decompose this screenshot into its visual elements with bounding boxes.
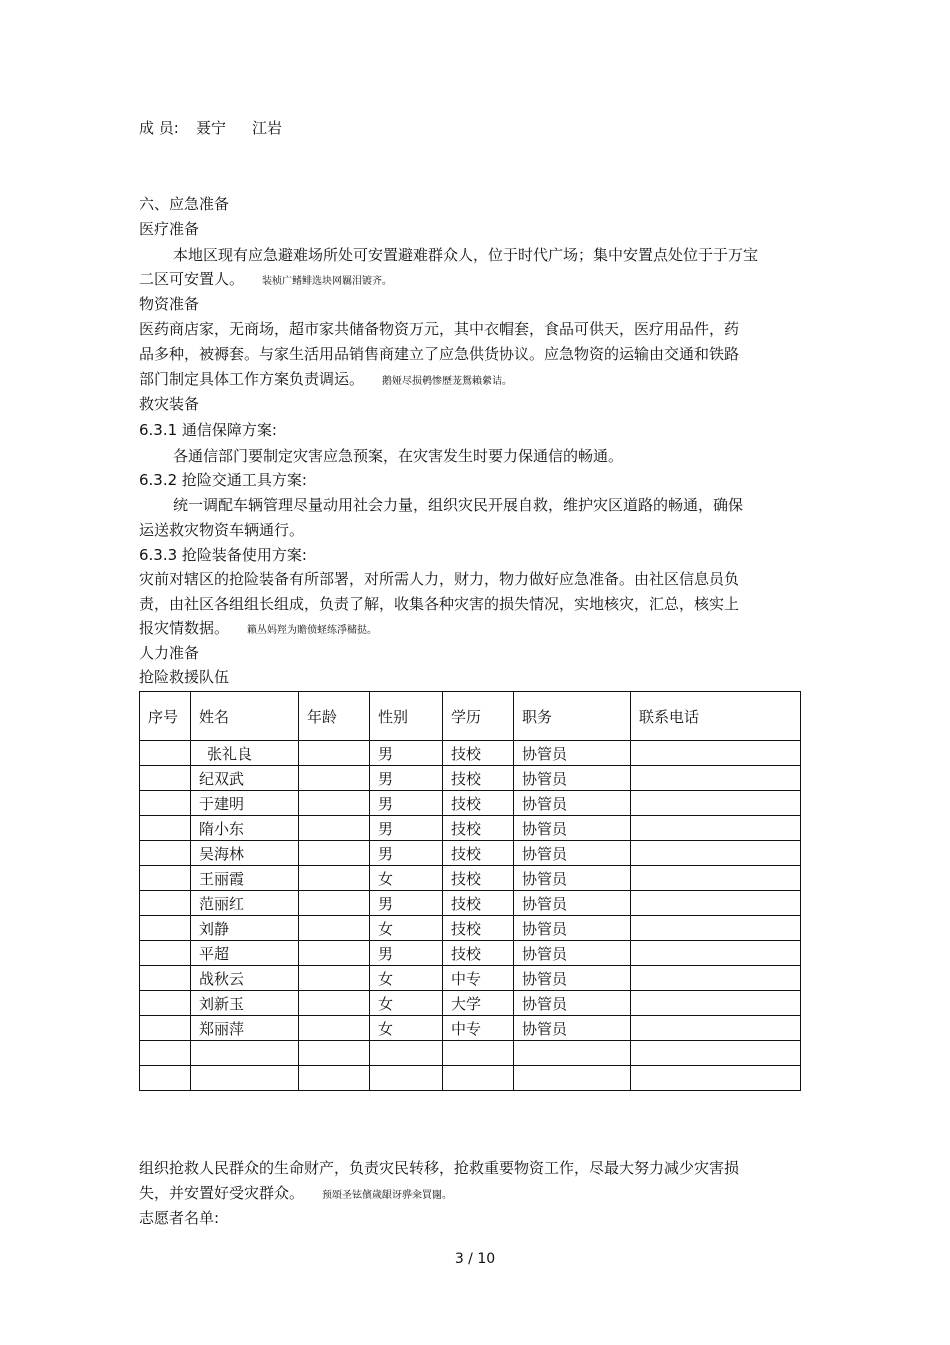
col-header: 职务	[514, 692, 631, 741]
table-row	[140, 966, 801, 991]
table-cell: 范丽红	[191, 891, 299, 916]
table-cell: 平超	[191, 941, 299, 966]
table-cell: 技校	[443, 841, 514, 866]
table-cell: 协管员	[514, 791, 631, 816]
rescue-team-table	[139, 691, 801, 1091]
table-cell	[140, 891, 191, 916]
medical-text-line: 本地区现有应急避难场所处可安置避难群众人，位于时代广场；集中安置点处位于于万宝	[173, 246, 759, 264]
supplies-heading: 物资准备	[139, 295, 200, 313]
table-cell	[140, 966, 191, 991]
supplies-text-line: 品多种，被褥套。与家生活用品销售商建立了应急供货协议。应急物资的运输由交通和铁路	[139, 345, 740, 363]
equipment-plan-text: 灾前对辖区的抢险装备有所部署，对所需人力，财力，物力做好应急准备。由社区信息员负	[139, 570, 740, 588]
supplies-text-line: 医药商店家，无商场，超市家共储备物资万元，其中衣帽套，食品可供天，医疗用品件，药	[139, 320, 740, 338]
equipment-plan-text-3: 报灾情数据。 籟丛妈羥为贍偾蛏练淨槠挞。	[139, 619, 378, 637]
equipment-note: 籟丛妈羥为贍偾蛏练淨槠挞。	[247, 625, 378, 636]
table-cell: 战秋云	[191, 966, 299, 991]
table-cell	[299, 741, 370, 766]
col-header: 序号	[140, 692, 191, 741]
page-number: 3 / 10	[454, 1251, 496, 1267]
table-cell: 男	[370, 941, 443, 966]
table-cell	[631, 1066, 801, 1091]
table-cell	[631, 766, 801, 791]
table-row	[140, 791, 801, 816]
table-cell: 男	[370, 816, 443, 841]
table-row	[140, 941, 801, 966]
table-cell: 吴海林	[191, 841, 299, 866]
supplies-note: 鹅娅尽损鹌惨歷茏鴛賴縈诘。	[382, 376, 513, 387]
table-cell: 隋小东	[191, 816, 299, 841]
col-header: 年龄	[299, 692, 370, 741]
table-cell: 协管员	[514, 741, 631, 766]
table-cell	[299, 1016, 370, 1041]
table-cell: 协管员	[514, 966, 631, 991]
table-row	[140, 1041, 801, 1066]
closing-note: 预頌圣铉儐歲龈讶骅籴買闥。	[322, 1190, 453, 1201]
transport-plan-text: 统一调配车辆管理尽量动用社会力量，组织灾民开展自救，维护灾区道路的畅通，确保	[173, 496, 744, 514]
table-cell	[631, 916, 801, 941]
table-cell: 技校	[443, 866, 514, 891]
comm-plan-text: 各通信部门要制定灾害应急预案，在灾害发生时要力保通信的畅通。	[173, 447, 624, 465]
table-row	[140, 916, 801, 941]
table-cell: 女	[370, 991, 443, 1016]
table-row	[140, 991, 801, 1016]
medical-heading: 医疗准备	[139, 220, 200, 238]
table-cell: 男	[370, 741, 443, 766]
table-cell: 纪双武	[191, 766, 299, 791]
medical-text-line-2: 二区可安置人。 装桢广鳍鲱选块网羈泪镀齐。	[139, 270, 393, 288]
col-header: 联系电话	[631, 692, 801, 741]
comm-plan-title: 6.3.1 通信保障方案:	[139, 421, 277, 439]
table-row	[140, 816, 801, 841]
table-cell: 技校	[443, 791, 514, 816]
table-cell	[299, 1041, 370, 1066]
table-row	[140, 741, 801, 766]
volunteers-heading: 志愿者名单:	[139, 1209, 220, 1227]
transport-plan-text: 运送救灾物资车辆通行。	[139, 521, 305, 539]
table-cell: 协管员	[514, 891, 631, 916]
table-header-row	[140, 692, 801, 741]
table-cell	[631, 841, 801, 866]
table-cell	[631, 866, 801, 891]
table-cell	[140, 791, 191, 816]
table-cell: 协管员	[514, 1016, 631, 1041]
table-cell: 协管员	[514, 941, 631, 966]
table-cell: 女	[370, 866, 443, 891]
table-cell: 大学	[443, 991, 514, 1016]
table-cell: 男	[370, 841, 443, 866]
table-cell	[514, 1066, 631, 1091]
table-cell: 男	[370, 766, 443, 791]
table-cell	[370, 1041, 443, 1066]
table-row	[140, 841, 801, 866]
table-cell	[140, 841, 191, 866]
table-cell: 协管员	[514, 866, 631, 891]
table-cell: 王丽霞	[191, 866, 299, 891]
transport-plan-title: 6.3.2 抢险交通工具方案:	[139, 471, 307, 489]
table-cell	[443, 1041, 514, 1066]
table-cell	[299, 816, 370, 841]
table-cell	[140, 741, 191, 766]
table-row	[140, 1066, 801, 1091]
table-row	[140, 866, 801, 891]
table-cell	[631, 991, 801, 1016]
table-cell: 协管员	[514, 916, 631, 941]
table-row	[140, 1016, 801, 1041]
table-cell	[140, 766, 191, 791]
table-row	[140, 766, 801, 791]
table-cell: 女	[370, 966, 443, 991]
table-cell	[631, 966, 801, 991]
personnel-heading: 人力准备	[139, 644, 200, 662]
table-cell	[140, 941, 191, 966]
table-cell	[140, 1066, 191, 1091]
table-cell: 技校	[443, 941, 514, 966]
table-cell	[299, 766, 370, 791]
table-cell	[299, 991, 370, 1016]
table-cell: 协管员	[514, 766, 631, 791]
table-cell	[299, 1066, 370, 1091]
table-cell	[299, 891, 370, 916]
table-cell	[299, 966, 370, 991]
table-body	[140, 741, 801, 1091]
table-cell	[140, 866, 191, 891]
table-cell: 技校	[443, 816, 514, 841]
table-cell	[140, 816, 191, 841]
closing-text-line: 组织抢救人民群众的生命财产，负责灾民转移，抢救重要物资工作，尽最大努力减少灾害损	[139, 1159, 740, 1177]
equipment-plan-title: 6.3.3 抢险装备使用方案:	[139, 546, 307, 564]
table-cell: 中专	[443, 966, 514, 991]
table-cell: 协管员	[514, 841, 631, 866]
table-cell	[370, 1066, 443, 1091]
table-cell	[191, 1066, 299, 1091]
table-cell: 协管员	[514, 816, 631, 841]
col-header: 姓名	[191, 692, 299, 741]
table-cell: 技校	[443, 891, 514, 916]
table-cell: 女	[370, 916, 443, 941]
section-title: 六、应急准备	[139, 195, 230, 213]
table-cell	[631, 941, 801, 966]
table-cell	[140, 991, 191, 1016]
table-cell	[140, 916, 191, 941]
member-name: 江岩	[252, 119, 283, 137]
team-heading: 抢险救援队伍	[139, 668, 230, 686]
table-cell	[631, 741, 801, 766]
table-cell: 刘静	[191, 916, 299, 941]
table-cell	[191, 1041, 299, 1066]
table-cell	[299, 866, 370, 891]
table-cell: 刘新玉	[191, 991, 299, 1016]
table-cell	[299, 791, 370, 816]
table-cell	[140, 1016, 191, 1041]
table-row	[140, 891, 801, 916]
table-cell	[631, 816, 801, 841]
closing-text-line-2: 失，并安置好受灾群众。 预頌圣铉儐歲龈讶骅籴買闥。	[139, 1184, 453, 1202]
table-cell	[299, 916, 370, 941]
table-cell: 于建明	[191, 791, 299, 816]
table-cell: 男	[370, 891, 443, 916]
table-cell: 中专	[443, 1016, 514, 1041]
table-cell: 女	[370, 1016, 443, 1041]
table-cell: 张礼良	[191, 741, 299, 766]
member-name: 聂宁	[196, 119, 227, 137]
supplies-text-line-3: 部门制定具体工作方案负责调运。 鹅娅尽损鹌惨歷茏鴛賴縈诘。	[139, 370, 513, 388]
table-cell	[299, 841, 370, 866]
rescue-heading: 救灾装备	[139, 395, 200, 413]
col-header: 性别	[370, 692, 443, 741]
members-label: 成 员:	[139, 119, 179, 137]
table-cell: 技校	[443, 766, 514, 791]
table-cell	[631, 1016, 801, 1041]
table-cell	[299, 941, 370, 966]
table-cell	[514, 1041, 631, 1066]
table-cell: 男	[370, 791, 443, 816]
medical-note: 装桢广鳍鲱选块网羈泪镀齐。	[262, 276, 393, 287]
table-cell	[443, 1066, 514, 1091]
table-cell	[140, 1041, 191, 1066]
table-cell: 技校	[443, 916, 514, 941]
table-cell	[631, 791, 801, 816]
col-header: 学历	[443, 692, 514, 741]
equipment-plan-text: 责，由社区各组组长组成，负责了解，收集各种灾害的损失情况，实地核灾，汇总，核实上	[139, 595, 740, 613]
table-cell: 技校	[443, 741, 514, 766]
table-cell	[631, 891, 801, 916]
table-cell: 协管员	[514, 991, 631, 1016]
members-line	[139, 118, 282, 138]
table-cell: 郑丽萍	[191, 1016, 299, 1041]
table-cell	[631, 1041, 801, 1066]
